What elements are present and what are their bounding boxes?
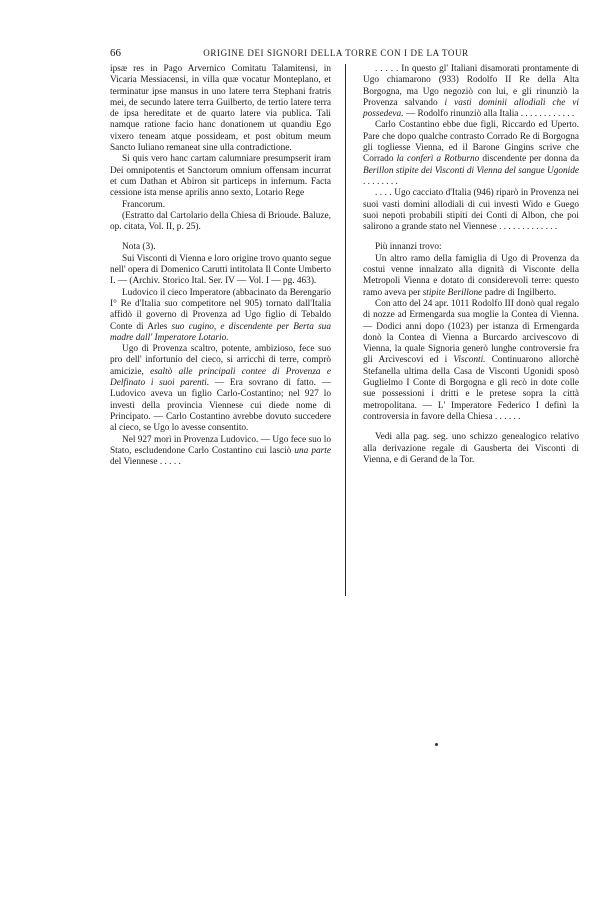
- italic-run: esaltò alle principali contee di Provenza e Delfinato i suoi parenti.: [110, 366, 331, 389]
- text-run: — Rodolfo rinunziò alla Italia . . . . . . . . . . . .: [403, 109, 575, 120]
- paragraph-ramo: [363, 254, 579, 299]
- paragraph-ugo: [110, 344, 331, 434]
- text-run: — Era sovrano di fatto. — Ludovico aveva un figlio Carlo-Costantino; nel 927 lo investì della provincia Viennese cui diede nome di Principato. — Carlo Costantino avrebbe dovuto succedere al cieco, se Ugo lo avesse consentito.: [110, 378, 331, 434]
- column-divider: [345, 64, 346, 596]
- nota-title: Nota (3).: [122, 242, 156, 253]
- paragraph-carlo: [363, 120, 579, 188]
- charter-closing: Francorum.: [122, 199, 166, 210]
- text-run: . . . . . . . .: [363, 176, 398, 187]
- paragraph-ludovico: [110, 288, 331, 344]
- text-run: . . . . . In questo gl' Italiani disamorati prontamente di Ugo chiamarono (933) Rodolfo II Re della Alta Borgogna, ma Ugo negoziò con lui, e gli rinunziò la Provenza salvando: [363, 64, 579, 108]
- source-note: (Estratto dal Cartolario della Chiesa di Brioude. Baluze, op. citata, Vol. II, p. 25).: [110, 210, 331, 233]
- paragraph-927: [110, 435, 331, 469]
- right-column: [363, 64, 579, 466]
- paragraph-visconti: Sui Visconti di Vienna e loro origine trovo quanto segue nell' opera di Domenico Carutti intitolata Il Conte Umberto I. — (Archiv. Storico Ital. Ser. IV — Vol. I — pg. 463).: [110, 253, 331, 287]
- italic-run: una parte: [294, 445, 331, 456]
- running-title: ORIGINE DEI SIGNORI DELLA TORRE CON I DE LA TOUR: [203, 48, 469, 58]
- italic-run: Visconti.: [453, 355, 486, 366]
- text-run: Nel 927 morì in Provenza Ludovico. — Ugo fece suo lo Stato, escludendone Carlo Costantino cui lasciò: [110, 434, 331, 456]
- paragraph-piu-innanzi: Più innanzi trovo:: [375, 242, 442, 253]
- page-number: 66: [110, 47, 121, 59]
- paragraph-italiani: [363, 64, 579, 120]
- text-run: discendente per donna da: [479, 154, 579, 165]
- italic-run: Berillon stipite dei Visconti di Vienna del sangue Ugonide: [363, 165, 579, 176]
- text-run: padre di Ingilberto.: [482, 287, 557, 298]
- text-run: Un altro ramo della famiglia di Ugo di Provenza da costui venne innalzato alla dignità di Visconte della Metropoli Vienna e dotato di considerevoli terre: questo ramo aveva per: [363, 253, 579, 298]
- charter-paragraph-2: Si quis vero hanc cartam calumniare presumpserit iram Dei omnipotentis et Sanctorum omnium offensam incurrat et cum Dathan et Abiron sit particeps in infernum. Facta cessione ista mense aprilis anno sexto, Lotario Rege: [110, 154, 331, 199]
- text-run: del Viennese . . . . .: [110, 457, 181, 468]
- page-header: [110, 48, 530, 60]
- text-run: Con atto del 24 apr. 1011 Rodolfo III donò qual regalo di nozze ad Ermengarda sua moglie la Contea di Vienna. — Dodici anni dopo (1023) per istanza di Ermengarda donò la Contea di Vienna a Burcardo arcivescovo di Vienna, la quale Signoria generò lunghe controversie fra gli Arcivescovi ed i: [363, 298, 579, 366]
- italic-run: stipite Berillone: [422, 287, 483, 298]
- italic-run: la conferì a Rotburno: [396, 154, 480, 165]
- charter-paragraph-1: ipsæ res in Pago Arvernico Comitatu Talamitensi, in Vicaria Messiacensi, in villa quæ vocatur Monteplano, et terminatur ipse mansus in uno latere terra Stephani fratris mei, de secundo latere terra Guilberto, de tertio latere terra de ipsa hereditate et de quarto latere via publica. Tali namque ratione facio hanc donationem ut quandiu Ego vixero teneam atque possideam, et post obitum meum Sancto Iuliano remaneat sine ulla contradictione.: [110, 64, 331, 154]
- text-run: Ludovico il cieco Imperatore (abbacinato da Berengario I° Re d'Italia suo competitore nel 905) tornato dall'Italia affidò il governo di Provenza ad Ugo figlio di Tebaldo Conte di Arles: [110, 287, 331, 332]
- text-run: Continuarono allorchè Stefanella ultima della Casa de Visconti Ugonidi sposò Guglielmo I Conte di Borgogna e gli recò in dote colle sue possessioni i dritti e le pretese sopra la città metropolitana. — L' Imperatore Federico I definì la controversia in favore della Chiesa . . . . . .: [363, 355, 579, 422]
- print-speck: [435, 743, 438, 746]
- text-run: Ugo di Provenza scaltro, potente, ambizioso, fece suo pro dell' infortunio del cieco, si arricchì di terre, comprò amicizie,: [110, 344, 331, 377]
- left-column: [110, 64, 331, 468]
- paragraph-atto: [363, 299, 579, 423]
- paragraph-ugo-946: . . . . Ugo cacciato d'Italia (946) riparò in Provenza nei suoi vasti domini allodiali di cui investì Wido e Guego suoi nepoti probabili stipiti dei Conti di Albon, che poi salirono a grande stato nel Viennese . . . . . . . . . . . . .: [363, 188, 579, 233]
- italic-run: suo cugino, e discendente per Berta sua madre dall' Imperatore Lotario.: [110, 321, 331, 343]
- text-run: Carlo Costantino ebbe due figli, Riccardo ed Uperto. Pare che dopo qualche contrasto Corrado Re di Borgogna gli togliesse Vienna, ed il Barone Gingins scrive che Corrado: [363, 120, 579, 165]
- paragraph-vedi: Vedi alla pag. seg. uno schizzo genealogico relativo alla derivazione regale di Gausberta dei Visconti di Vienna, e di Gerand de la Tor.: [363, 432, 579, 465]
- italic-run: i vasti dominii allodiali che vi possedeva.: [363, 97, 579, 120]
